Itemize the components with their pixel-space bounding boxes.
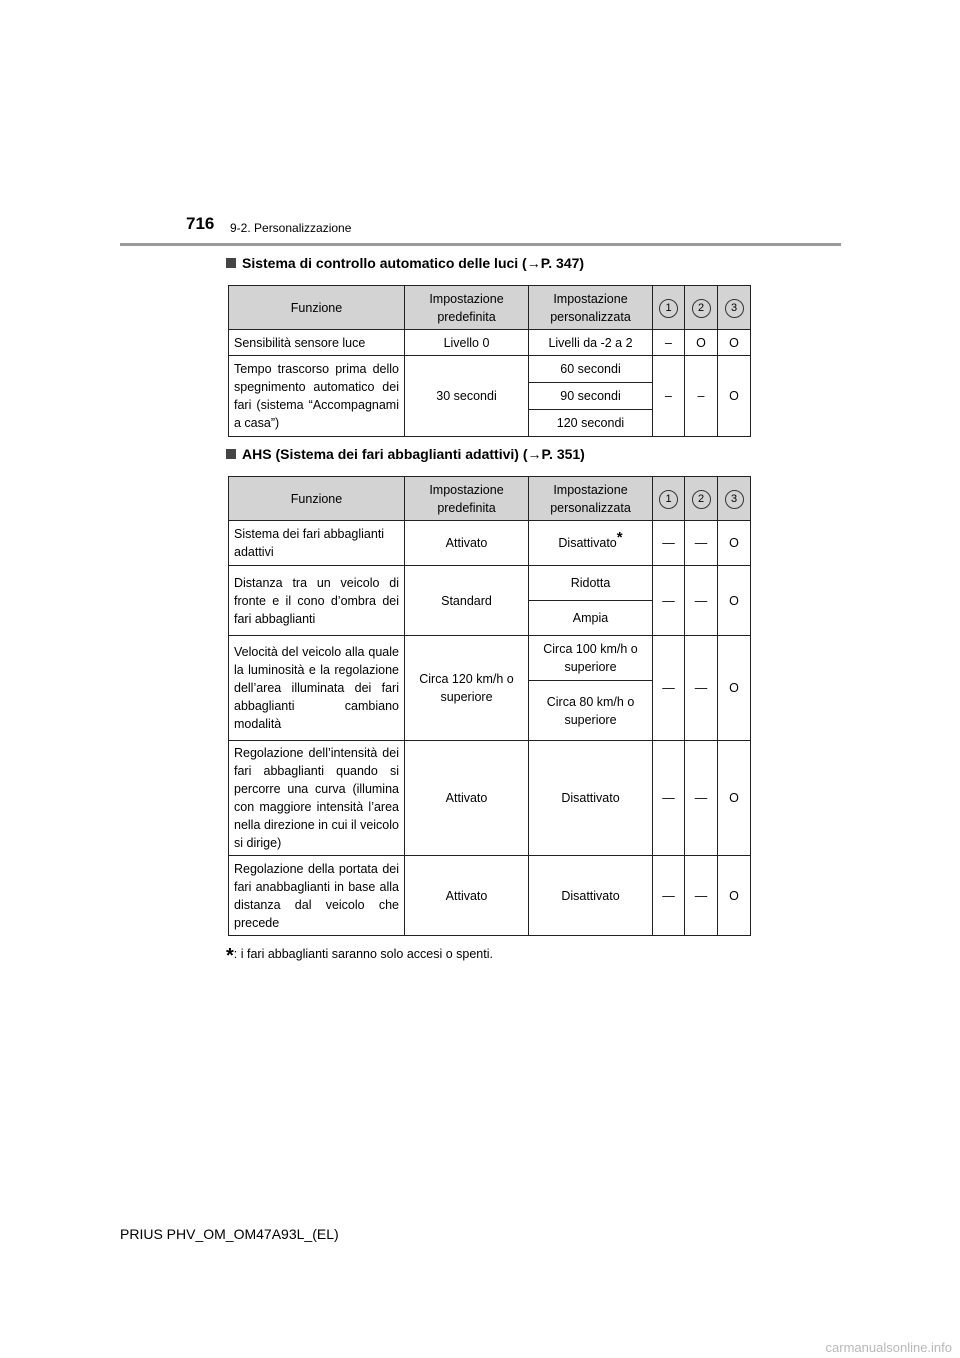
mode-2-cell: — — [685, 856, 718, 936]
function-cell: Distanza tra un veicolo di fronte e il cono d’ombra dei fari abbaglianti — [229, 566, 405, 636]
footnote-marker: * — [226, 945, 234, 967]
default-cell: Livello 0 — [405, 330, 529, 356]
function-cell: Tempo trascorso prima dello spegnimento automatico dei fari (sistema “Accompagnami a casa”) — [229, 356, 405, 437]
function-cell: Sistema dei fari abbaglianti adattivi — [229, 521, 405, 566]
custom-cell: Livelli da -2 a 2 — [529, 330, 653, 356]
column-header — [653, 477, 685, 521]
footnote-text: : i fari abbaglianti saranno solo accesi o spenti. — [233, 947, 493, 961]
mode-3-cell: O — [718, 521, 751, 566]
column-header: Impostazione predefinita — [405, 286, 529, 330]
table-row — [229, 566, 751, 601]
mode-1-cell: — — [653, 856, 685, 936]
column-header — [718, 286, 751, 330]
table-header-row — [229, 286, 751, 330]
watermark: carmanualsonline.info — [825, 1340, 952, 1355]
custom-cell: 60 secondi — [529, 356, 653, 383]
mode-1-cell: – — [653, 356, 685, 437]
section-heading-auto-lights — [226, 255, 584, 271]
default-cell: Attivato — [405, 741, 529, 856]
table-row — [229, 856, 751, 936]
header-rule — [120, 243, 841, 246]
column-header — [653, 286, 685, 330]
column-header: Impostazione personalizzata — [529, 477, 653, 521]
section-label: 9-2. Personalizzazione — [230, 221, 352, 235]
function-cell: Regolazione dell’intensità dei fari abbaglianti quando si percorre una curva (illumina con maggiore intensità l’area nella direzione in cui il veicolo si dirige) — [229, 741, 405, 856]
ahs-table — [228, 476, 751, 936]
column-header: Impostazione personalizzata — [529, 286, 653, 330]
mode-1-cell: – — [653, 330, 685, 356]
custom-value: Disattivato — [558, 536, 617, 550]
mode-1-cell: — — [653, 636, 685, 741]
auto-lights-table — [228, 285, 751, 437]
circled-number-2: 2 — [692, 299, 711, 318]
table-row — [229, 521, 751, 566]
custom-cell: Ridotta — [529, 566, 653, 601]
section-title: Sistema di controllo automatico delle luci (→P. 347) — [242, 255, 585, 271]
footnote-marker: * — [616, 528, 623, 546]
mode-3-cell: O — [718, 741, 751, 856]
column-header — [685, 286, 718, 330]
mode-1-cell: — — [653, 741, 685, 856]
default-cell: Circa 120 km/h o superiore — [405, 636, 529, 741]
column-header: Funzione — [229, 286, 405, 330]
square-bullet-icon — [226, 258, 236, 268]
mode-3-cell: O — [718, 566, 751, 636]
section-heading-ahs — [226, 446, 585, 462]
document-id: PRIUS PHV_OM_OM47A93L_(EL) — [120, 1226, 339, 1242]
mode-1-cell: — — [653, 566, 685, 636]
custom-cell: Circa 100 km/h o superiore — [529, 636, 653, 681]
circled-number-3: 3 — [725, 299, 744, 318]
mode-2-cell: — — [685, 521, 718, 566]
mode-2-cell: – — [685, 356, 718, 437]
circled-number-3: 3 — [725, 490, 744, 509]
circled-number-1: 1 — [659, 490, 678, 509]
circled-number-1: 1 — [659, 299, 678, 318]
custom-cell: Ampia — [529, 601, 653, 636]
default-cell: Attivato — [405, 856, 529, 936]
column-header — [718, 477, 751, 521]
circled-number-2: 2 — [692, 490, 711, 509]
mode-2-cell: O — [685, 330, 718, 356]
table-row — [229, 636, 751, 681]
custom-cell: 90 secondi — [529, 383, 653, 410]
mode-3-cell: O — [718, 636, 751, 741]
mode-3-cell: O — [718, 356, 751, 437]
custom-cell: 120 secondi — [529, 410, 653, 437]
table-row — [229, 741, 751, 856]
custom-cell: Disattivato — [529, 741, 653, 856]
table-row — [229, 330, 751, 356]
custom-cell: Disattivato — [529, 856, 653, 936]
mode-1-cell: — — [653, 521, 685, 566]
table-row — [229, 356, 751, 383]
custom-cell: Circa 80 km/h o superiore — [529, 681, 653, 741]
mode-2-cell: — — [685, 636, 718, 741]
mode-3-cell: O — [718, 330, 751, 356]
table-header-row — [229, 477, 751, 521]
square-bullet-icon — [226, 449, 236, 459]
function-cell: Velocità del veicolo alla quale la luminosità e la regolazione dell’area illuminata dei fari abbaglianti cambiano modalità — [229, 636, 405, 741]
function-cell: Sensibilità sensore luce — [229, 330, 405, 356]
default-cell: Attivato — [405, 521, 529, 566]
column-header: Funzione — [229, 477, 405, 521]
page-number: 716 — [186, 214, 215, 233]
function-cell: Regolazione della portata dei fari anabbaglianti in base alla distanza dal veicolo che precede — [229, 856, 405, 936]
default-cell: 30 secondi — [405, 356, 529, 437]
section-title: AHS (Sistema dei fari abbaglianti adattivi) (→P. 351) — [242, 446, 585, 462]
default-cell: Standard — [405, 566, 529, 636]
column-header — [685, 477, 718, 521]
mode-3-cell: O — [718, 856, 751, 936]
mode-2-cell: — — [685, 741, 718, 856]
column-header: Impostazione predefinita — [405, 477, 529, 521]
footnote — [226, 945, 493, 968]
mode-2-cell: — — [685, 566, 718, 636]
custom-cell — [529, 521, 653, 566]
